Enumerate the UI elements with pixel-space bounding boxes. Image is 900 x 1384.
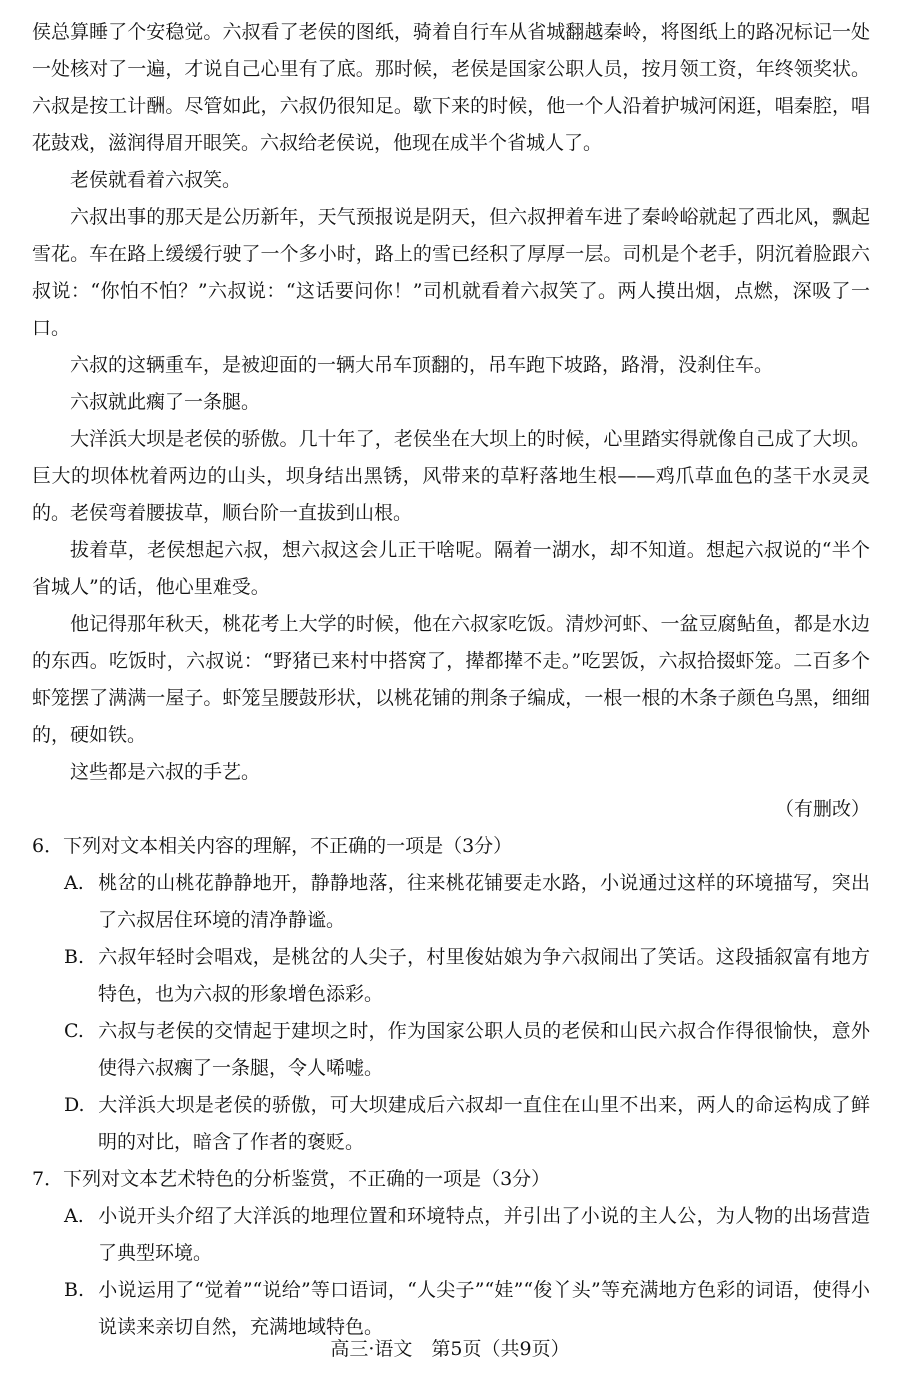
passage-paragraph-3: 六叔出事的那天是公历新年，天气预报说是阴天，但六叔押着车进了秦岭峪就起了西北风，飘起雪花。车在路上缓缓行驶了一个多小时，路上的雪已经积了厚厚一层。司机是个老手，阴沉着脸跟六叔说：“你怕不怕？”六叔说：“这话要问你！”司机就看着六叔笑了。两人摸出烟，点燃，深吸了一口。: [32, 206, 870, 339]
option-letter: A.: [64, 872, 84, 894]
option-letter: A.: [64, 1205, 84, 1227]
option-d: [32, 1087, 870, 1161]
option-text: 小说开头介绍了大洋浜的地理位置和环境特点，并引出了小说的主人公，为人物的出场营造了典型环境。: [98, 1205, 870, 1264]
option-text: 六叔与老侯的交情起于建坝之时，作为国家公职人员的老侯和山民六叔合作得很愉快，意外使得六叔瘸了一条腿，令人唏嘘。: [98, 1020, 870, 1079]
passage-paragraph-4: 六叔的这辆重车，是被迎面的一辆大吊车顶翻的，吊车跑下坡路，路滑，没刹住车。: [70, 354, 774, 376]
option-b: [32, 939, 870, 1013]
source-note: （有删改）: [774, 798, 870, 820]
passage-paragraph-8: 他记得那年秋天，桃花考上大学的时候，他在六叔家吃饭。清炒河虾、一盆豆腐鲇鱼，都是水边的东西。吃饭时，六叔说：“野猪已来村中搭窝了，撵都撵不走。”吃罢饭，六叔拾掇虾笼。二百多个虾笼摆了满满一屋子。虾笼呈腰鼓形状，以桃花铺的荆条子编成，一根一根的木条子颜色乌黑，细细的，硬如铁。: [32, 613, 870, 746]
passage-paragraph-7: 拔着草，老侯想起六叔，想六叔这会儿正干啥呢。隔着一湖水，却不知道。想起六叔说的“半个省城人”的话，他心里难受。: [32, 539, 870, 598]
option-letter: B.: [64, 1279, 85, 1301]
option-text: 桃岔的山桃花静静地开，静静地落，往来桃花铺要走水路，小说通过这样的环境描写，突出了六叔居住环境的清净静谧。: [98, 872, 870, 931]
option-text: 小说运用了“觉着”“说给”等口语词，“人尖子”“娃”“俊丫头”等充满地方色彩的词语，使得小说读来亲切自然，充满地域特色。: [98, 1279, 870, 1338]
option-letter: D.: [64, 1094, 85, 1116]
page-content: [32, 14, 870, 1346]
option-letter: C.: [64, 1020, 84, 1042]
question-6: [32, 828, 870, 1161]
question-stem: 7．下列对文本艺术特色的分析鉴赏，不正确的一项是（3分）: [32, 1168, 551, 1190]
option-text: 六叔年轻时会唱戏，是桃岔的人尖子，村里俊姑娘为争六叔闹出了笑话。这段插叙富有地方特色，也为六叔的形象增色添彩。: [98, 946, 870, 1005]
passage-paragraph-6: 大洋浜大坝是老侯的骄傲。几十年了，老侯坐在大坝上的时候，心里踏实得就像自己成了大坝。巨大的坝体枕着两边的山头，坝身结出黑锈，风带来的草籽落地生根——鸡爪草血色的茎干水灵灵的。老侯弯着腰拔草，顺台阶一直拔到山根。: [32, 428, 870, 524]
passage-paragraph-9: 这些都是六叔的手艺。: [70, 761, 261, 783]
option-text: 大洋浜大坝是老侯的骄傲，可大坝建成后六叔却一直住在山里不出来，两人的命运构成了鲜明的对比，暗含了作者的褒贬。: [98, 1094, 870, 1153]
question-stem: 6．下列对文本相关内容的理解，不正确的一项是（3分）: [32, 835, 513, 857]
page-footer: 高三·语文 第5页（共9页）: [330, 1338, 570, 1360]
option-letter: B.: [64, 946, 85, 968]
passage-paragraph-5: 六叔就此瘸了一条腿。: [70, 391, 261, 413]
passage-paragraph-2: 老侯就看着六叔笑。: [70, 169, 242, 191]
option-a: [32, 865, 870, 939]
option-a: [32, 1198, 870, 1272]
option-c: [32, 1013, 870, 1087]
question-7: [32, 1161, 870, 1346]
passage-paragraph-1: 侯总算睡了个安稳觉。六叔看了老侯的图纸，骑着自行车从省城翻越秦岭，将图纸上的路况标记一处一处核对了一遍，才说自己心里有了底。那时候，老侯是国家公职人员，按月领工资，年终领奖状。六叔是按工计酬。尽管如此，六叔仍很知足。歇下来的时候，他一个人沿着护城河闲逛，唱秦腔，唱花鼓戏，滋润得眉开眼笑。六叔给老侯说，他现在成半个省城人了。: [32, 21, 870, 154]
